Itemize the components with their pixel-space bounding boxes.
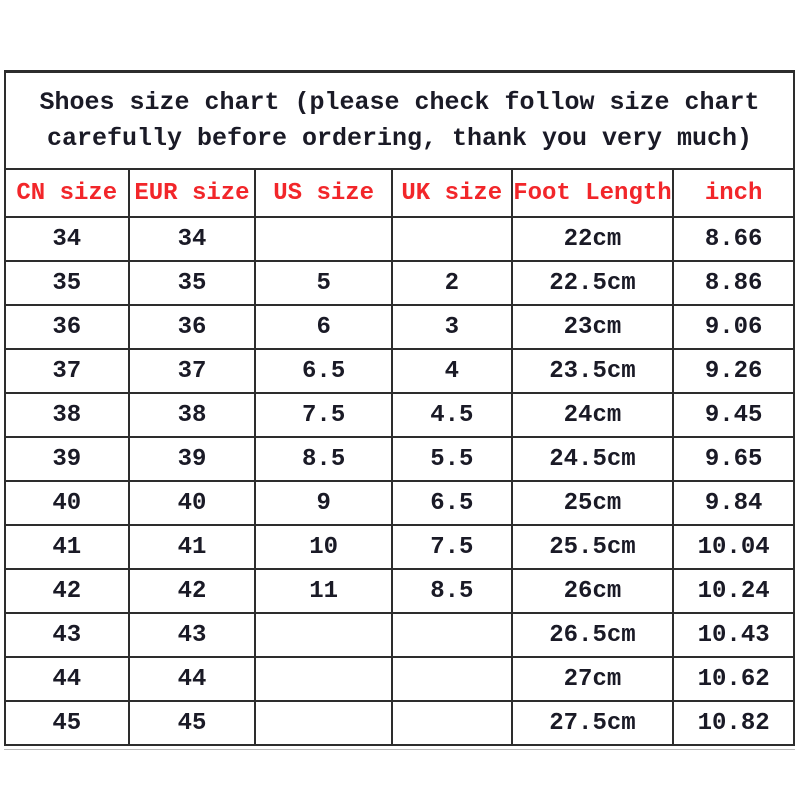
size-row-43	[5, 613, 794, 657]
cell-inch-row-4: 9.26	[673, 349, 794, 393]
size-table	[4, 168, 795, 746]
cell-inch-row-9: 10.24	[673, 569, 794, 613]
cell-uk-size-row-12	[392, 701, 512, 745]
cell-uk-size-row-10	[392, 613, 512, 657]
cell-uk-size-row-2: 2	[392, 261, 512, 305]
cell-uk-size-row-8: 7.5	[392, 525, 512, 569]
column-header-uk-size: UK size	[392, 169, 512, 217]
cell-foot-length-row-1: 22cm	[512, 217, 674, 261]
cell-foot-length-row-4: 23.5cm	[512, 349, 674, 393]
size-row-36	[5, 305, 794, 349]
cell-eur-size-row-1: 34	[129, 217, 256, 261]
cell-us-size-row-1	[255, 217, 392, 261]
size-chart	[4, 70, 795, 750]
header-row	[5, 169, 794, 217]
cell-foot-length-row-12: 27.5cm	[512, 701, 674, 745]
cell-cn-size-row-3: 36	[5, 305, 129, 349]
size-row-45	[5, 701, 794, 745]
size-row-35	[5, 261, 794, 305]
cell-inch-row-2: 8.86	[673, 261, 794, 305]
cell-us-size-row-8: 10	[255, 525, 392, 569]
cell-inch-row-10: 10.43	[673, 613, 794, 657]
cell-eur-size-row-6: 39	[129, 437, 256, 481]
cell-inch-row-8: 10.04	[673, 525, 794, 569]
cell-foot-length-row-6: 24.5cm	[512, 437, 674, 481]
cell-us-size-row-5: 7.5	[255, 393, 392, 437]
cell-uk-size-row-11	[392, 657, 512, 701]
column-header-cn-size: CN size	[5, 169, 129, 217]
cell-cn-size-row-1: 34	[5, 217, 129, 261]
cell-us-size-row-11	[255, 657, 392, 701]
cell-us-size-row-10	[255, 613, 392, 657]
size-row-41	[5, 525, 794, 569]
cell-cn-size-row-4: 37	[5, 349, 129, 393]
cell-cn-size-row-5: 38	[5, 393, 129, 437]
cell-eur-size-row-8: 41	[129, 525, 256, 569]
cell-uk-size-row-3: 3	[392, 305, 512, 349]
cell-cn-size-row-7: 40	[5, 481, 129, 525]
cell-eur-size-row-5: 38	[129, 393, 256, 437]
cell-foot-length-row-8: 25.5cm	[512, 525, 674, 569]
size-row-44	[5, 657, 794, 701]
cell-cn-size-row-12: 45	[5, 701, 129, 745]
cell-us-size-row-6: 8.5	[255, 437, 392, 481]
cell-us-size-row-12	[255, 701, 392, 745]
cell-foot-length-row-3: 23cm	[512, 305, 674, 349]
cell-inch-row-3: 9.06	[673, 305, 794, 349]
cell-us-size-row-2: 5	[255, 261, 392, 305]
cell-uk-size-row-6: 5.5	[392, 437, 512, 481]
cell-eur-size-row-11: 44	[129, 657, 256, 701]
cell-inch-row-6: 9.65	[673, 437, 794, 481]
size-row-38	[5, 393, 794, 437]
cell-us-size-row-4: 6.5	[255, 349, 392, 393]
column-header-us-size: US size	[255, 169, 392, 217]
cell-foot-length-row-9: 26cm	[512, 569, 674, 613]
cell-uk-size-row-5: 4.5	[392, 393, 512, 437]
cell-cn-size-row-9: 42	[5, 569, 129, 613]
cell-foot-length-row-2: 22.5cm	[512, 261, 674, 305]
cell-uk-size-row-1	[392, 217, 512, 261]
cell-us-size-row-7: 9	[255, 481, 392, 525]
cell-foot-length-row-10: 26.5cm	[512, 613, 674, 657]
size-row-39	[5, 437, 794, 481]
cell-uk-size-row-9: 8.5	[392, 569, 512, 613]
cell-foot-length-row-5: 24cm	[512, 393, 674, 437]
cell-inch-row-11: 10.62	[673, 657, 794, 701]
cell-cn-size-row-8: 41	[5, 525, 129, 569]
cell-foot-length-row-7: 25cm	[512, 481, 674, 525]
size-row-40	[5, 481, 794, 525]
cell-us-size-row-9: 11	[255, 569, 392, 613]
column-header-inch: inch	[673, 169, 794, 217]
cell-uk-size-row-4: 4	[392, 349, 512, 393]
cell-eur-size-row-12: 45	[129, 701, 256, 745]
size-row-34	[5, 217, 794, 261]
chart-title-cell	[4, 70, 795, 168]
cell-cn-size-row-10: 43	[5, 613, 129, 657]
cell-inch-row-7: 9.84	[673, 481, 794, 525]
cell-eur-size-row-4: 37	[129, 349, 256, 393]
cell-eur-size-row-10: 43	[129, 613, 256, 657]
cell-cn-size-row-2: 35	[5, 261, 129, 305]
bottom-edge-artifact	[4, 749, 795, 750]
cell-inch-row-1: 8.66	[673, 217, 794, 261]
cell-uk-size-row-7: 6.5	[392, 481, 512, 525]
cell-eur-size-row-3: 36	[129, 305, 256, 349]
cell-inch-row-5: 9.45	[673, 393, 794, 437]
cell-eur-size-row-2: 35	[129, 261, 256, 305]
chart-title: Shoes size chart (please check follow size chart carefully before ordering, thank you very much)	[39, 88, 760, 153]
cell-cn-size-row-6: 39	[5, 437, 129, 481]
cell-foot-length-row-11: 27cm	[512, 657, 674, 701]
cell-eur-size-row-7: 40	[129, 481, 256, 525]
column-header-foot-length: Foot Length	[512, 169, 674, 217]
size-row-37	[5, 349, 794, 393]
cell-cn-size-row-11: 44	[5, 657, 129, 701]
column-header-eur-size: EUR size	[129, 169, 256, 217]
cell-eur-size-row-9: 42	[129, 569, 256, 613]
cell-us-size-row-3: 6	[255, 305, 392, 349]
cell-inch-row-12: 10.82	[673, 701, 794, 745]
size-row-42	[5, 569, 794, 613]
